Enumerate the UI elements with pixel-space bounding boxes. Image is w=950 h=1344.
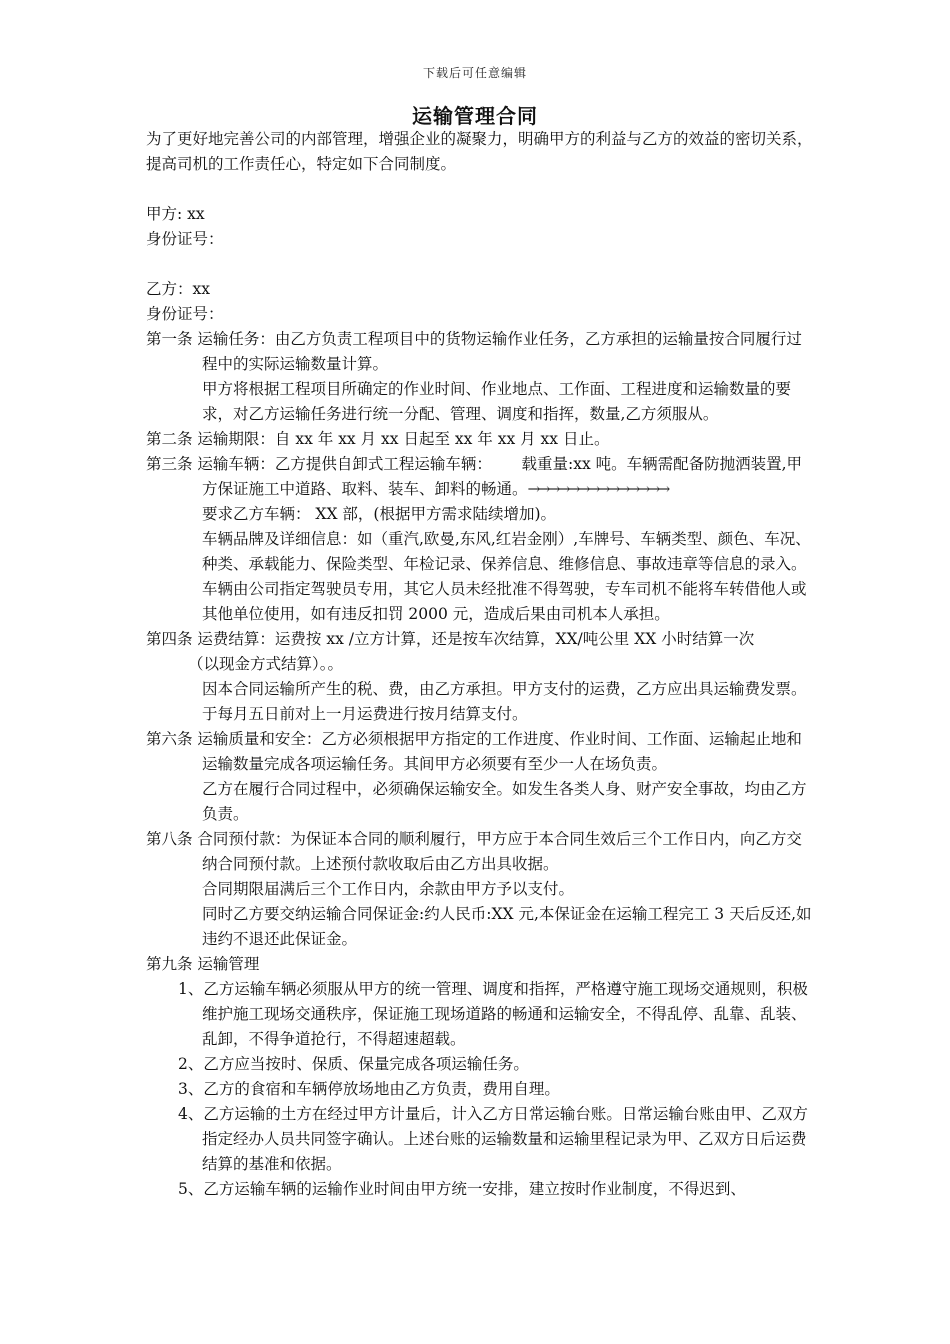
article-9-item-3: 3、乙方的食宿和车辆停放场地由乙方负责，费用自理。 [178,1080,560,1098]
article-9-item-1: 1、乙方运输车辆必须服从甲方的统一管理、调度和指挥，严格遵守施工现场交通规则，积极维护施工现场交通秩序，保证施工现场道路的畅通和运输安全，不得乱停、乱靠、乱装、乱卸，不得争道抢行，不得超速超载。 [178,980,808,1048]
article-1-paragraph-2: 甲方将根据工程项目所确定的作业时间、作业地点、工作面、工程进度和运输数量的要求，对乙方运输任务进行统一分配、管理、调度和指挥，数量,乙方须服从。 [202,380,792,423]
article-4-continuation: （以现金方式结算）。。 [188,655,344,673]
party-b-name: 乙方：xx [146,280,210,298]
article-9-item-4: 4、乙方运输的土方在经过甲方计量后，计入乙方日常运输台账。日常运输台账由甲、乙双方指定经办人员共同签字确认。上述台账的运输数量和运输里程记录为甲、乙双方日后运费结算的基准和依据。 [178,1105,808,1173]
article-4-paragraph-2: 因本合同运输所产生的税、费，由乙方承担。甲方支付的运费，乙方应出具运输费发票。于每月五日前对上一月运费进行按月结算支付。 [202,680,807,723]
article-9-item-2: 2、乙方应当按时、保质、保量完成各项运输任务。 [178,1055,529,1073]
article-8-advance-payment: 第八条 合同预付款：为保证本合同的顺利履行，甲方应于本合同生效后三个工作日内，向乙方交纳合同预付款。上述预付款收取后由乙方出具收据。 [146,830,802,873]
article-2-transport-period: 第二条 运输期限：自 xx 年 xx 月 xx 日起至 xx 年 xx 月 xx 日止。 [146,430,610,448]
contract-body [146,127,816,1202]
article-8-paragraph-2: 合同期限届满后三个工作日内，余款由甲方予以支付。 [202,880,575,898]
article-3-paragraph-4: 车辆由公司指定驾驶员专用，其它人员未经批准不得驾驶，专车司机不能将车转借他人或其他单位使用，如有违反扣罚 2000 元，造成后果由司机本人承担。 [202,580,807,623]
header-note: 下载后可任意编辑 [422,66,527,80]
article-3-head-part2: 载重量:xx 吨。车辆需配备防抛洒装置,甲方保证施工中道路、取料、装车、卸料的畅通。 [202,455,803,498]
article-3-transport-vehicles [146,452,816,502]
article-4-freight-settlement: 第四条 运费结算：运费按 xx /立方计算，还是按车次结算，XX/吨公里 XX 小时结算一次 [146,630,755,648]
intro-paragraph: 为了更好地完善公司的内部管理，增强企业的凝聚力，明确甲方的利益与乙方的效益的密切关系，提高司机的工作责任心，特定如下合同制度。 [146,130,813,173]
article-8-paragraph-3: 同时乙方要交纳运输合同保证金:约人民币:XX 元,本保证金在运输工程完工 3 天后反还,如违约不退还此保证金。 [202,905,812,948]
party-a-id: 身份证号： [146,230,224,248]
article-3-paragraph-3: 车辆品牌及详细信息：如（重汽,欧曼,东风,红岩金刚）,车牌号、车辆类型、颜色、车况、种类、承载能力、保险类型、年检记录、保养信息、维修信息、事故违章等信息的录入。 [202,530,811,573]
article-9-transport-management: 第九条 运输管理 [146,955,260,973]
article-9-item-5: 5、乙方运输车辆的运输作业时间由甲方统一安排，建立按时作业制度，不得迟到、 [178,1180,746,1198]
contract-title: 运输管理合同 [412,104,538,128]
party-b-id: 身份证号： [146,305,224,323]
article-3-head-part1: 第三条 运输车辆：乙方提供自卸式工程运输车辆： [146,455,492,473]
article-3-paragraph-2: 要求乙方车辆： XX 部，(根据甲方需求陆续增加)。 [202,505,557,523]
tab-arrow-marks: →→→→→→→→→→→→→→ [527,480,668,498]
spacer [146,252,816,277]
article-6-quality-safety: 第六条 运输质量和安全：乙方必须根据甲方指定的工作进度、作业时间、工作面、运输起止地和运输数量完成各项运输任务。其间甲方必须要有至少一人在场负责。 [146,730,802,773]
party-a-name: 甲方: xx [146,205,205,223]
article-1-transport-task: 第一条 运输任务：由乙方负责工程项目中的货物运输作业任务，乙方承担的运输量按合同履行过程中的实际运输数量计算。 [146,330,802,373]
spacer [146,177,816,202]
article-6-paragraph-2: 乙方在履行合同过程中，必须确保运输安全。如发生各类人身、财产安全事故，均由乙方负责。 [202,780,807,823]
